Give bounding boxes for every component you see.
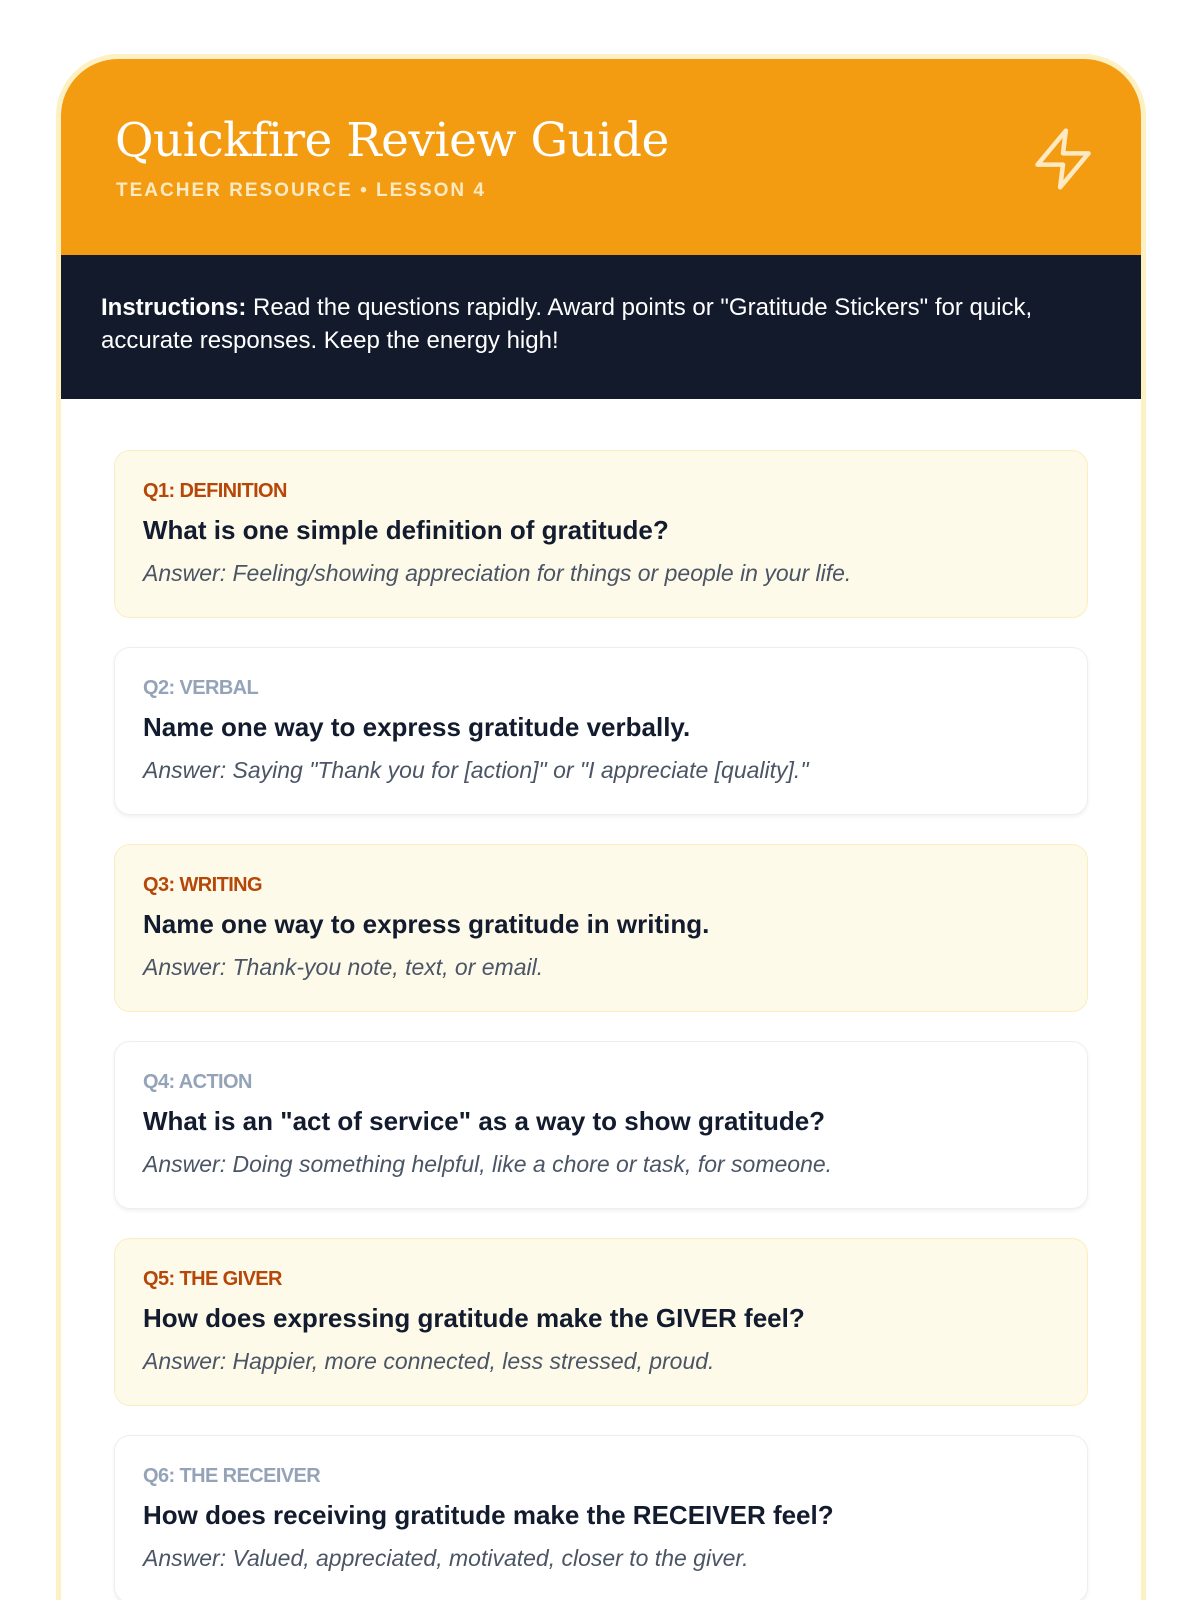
question-answer: Answer: Feeling/showing appreciation for things or people in your life. xyxy=(143,560,852,586)
question-text: Name one way to express gratitude verbally. xyxy=(143,712,691,742)
question-answer: Answer: Happier, more connected, less stressed, proud. xyxy=(143,1348,715,1374)
question-answer: Answer: Thank-you note, text, or email. xyxy=(143,954,544,980)
question-card xyxy=(114,450,1088,618)
question-answer: Answer: Doing something helpful, like a chore or task, for someone. xyxy=(143,1151,833,1177)
question-label: Q1: DEFINITION xyxy=(143,480,287,502)
question-text: Name one way to express gratitude in writing. xyxy=(143,909,710,939)
question-text: How does expressing gratitude make the GIVER feel? xyxy=(143,1303,805,1333)
question-text: How does receiving gratitude make the RECEIVER feel? xyxy=(143,1500,834,1530)
question-card xyxy=(114,1041,1088,1209)
question-text: What is one simple definition of gratitude? xyxy=(143,515,669,545)
question-label: Q4: ACTION xyxy=(143,1071,252,1093)
question-label: Q5: THE GIVER xyxy=(143,1268,282,1290)
review-guide-card xyxy=(56,54,1146,1600)
instructions-label: Instructions: xyxy=(101,294,247,321)
question-label: Q3: WRITING xyxy=(143,874,262,896)
page-subtitle: TEACHER RESOURCE • LESSON 4 xyxy=(116,180,486,201)
question-answer: Answer: Saying "Thank you for [action]" or "I appreciate [quality]." xyxy=(143,757,809,783)
question-list xyxy=(114,450,1088,1600)
question-label: Q6: THE RECEIVER xyxy=(143,1465,321,1487)
question-card xyxy=(114,1238,1088,1406)
question-card xyxy=(114,844,1088,1012)
question-label: Q2: VERBAL xyxy=(143,677,259,699)
instructions-text: Read the questions rapidly. Award points or "Gratitude Stickers" for quick, accurate responses. Keep the energy high! xyxy=(101,294,1033,354)
page-title: Quickfire Review Guide xyxy=(115,113,669,168)
header xyxy=(61,59,1141,255)
question-answer: Answer: Valued, appreciated, motivated, closer to the giver. xyxy=(143,1545,749,1571)
question-card xyxy=(114,647,1088,815)
lightning-bolt-icon xyxy=(1029,125,1097,193)
instructions-banner xyxy=(61,255,1141,399)
question-card xyxy=(114,1435,1088,1600)
question-text: What is an "act of service" as a way to show gratitude? xyxy=(143,1106,826,1136)
